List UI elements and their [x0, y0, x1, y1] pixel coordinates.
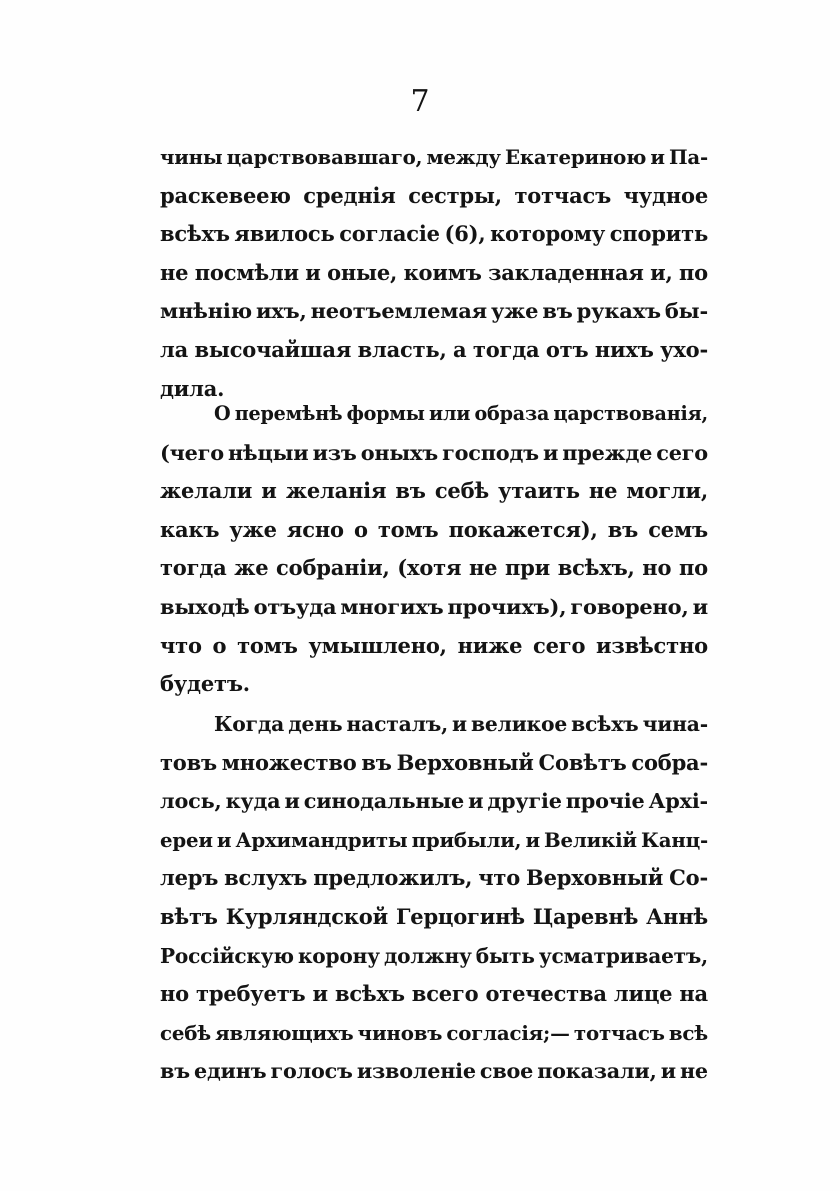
word: не	[468, 555, 498, 581]
word: въ	[607, 516, 639, 542]
word: власть,	[357, 336, 447, 362]
word: оныхъ	[360, 439, 438, 465]
word: уже	[229, 516, 277, 542]
word: выходѣ	[160, 593, 250, 619]
word: уже	[490, 298, 539, 324]
word: лице	[613, 981, 673, 1007]
word: собра-	[631, 749, 708, 775]
word: рукахъ	[576, 298, 661, 324]
word: Па-	[668, 145, 708, 169]
word: которому	[490, 221, 606, 247]
word: куда	[225, 788, 281, 814]
paragraph-3	[160, 705, 708, 1091]
word: и	[542, 439, 559, 465]
word: являющихъ	[215, 1020, 354, 1045]
word: а	[453, 336, 467, 362]
word: прежде	[562, 439, 653, 465]
word: ихъ,	[255, 298, 307, 324]
word: себѣ	[160, 1020, 211, 1045]
word: ниже	[457, 632, 523, 658]
text-line	[160, 292, 708, 331]
text-line	[160, 1052, 708, 1091]
word: голосъ	[270, 1059, 353, 1084]
word: свое	[479, 1059, 534, 1084]
paragraph-1	[160, 138, 708, 408]
word: семъ	[648, 516, 708, 542]
word: Архимандриты	[235, 827, 408, 852]
word: прочихъ),	[447, 593, 567, 619]
word: тотчасъ	[573, 1020, 665, 1045]
word: царствовавшаго,	[226, 145, 423, 169]
word: отечества	[485, 981, 607, 1007]
word: по	[678, 555, 708, 581]
word: нѣцыи	[228, 439, 309, 465]
word: чудное	[623, 182, 708, 208]
word: утаить	[498, 478, 580, 504]
word: посмѣли	[194, 259, 299, 285]
word: согласіе	[339, 221, 440, 247]
word: могли,	[626, 478, 708, 504]
text-line	[160, 511, 708, 550]
word: о	[353, 516, 368, 542]
word: собраніи,	[276, 555, 390, 581]
word: спорить	[609, 221, 708, 247]
word: Верховный	[526, 865, 664, 891]
word: между	[426, 145, 501, 169]
text-line	[160, 744, 708, 783]
text-line	[160, 821, 708, 860]
word: вѣтъ	[160, 903, 218, 929]
word: всѣхъ,	[557, 555, 635, 581]
word: что	[160, 632, 202, 658]
word: всего	[411, 981, 479, 1007]
text-line: дила.	[160, 375, 225, 401]
word: Россійскую	[160, 943, 294, 968]
word: великое	[470, 712, 568, 736]
word: желали	[160, 478, 253, 504]
word: и	[312, 981, 328, 1007]
word: насталъ,	[346, 712, 448, 736]
word: среднія	[303, 182, 396, 208]
word: чины	[160, 145, 223, 169]
word: чиновъ	[357, 1020, 443, 1045]
text-line	[160, 782, 708, 821]
word: множество	[221, 749, 357, 775]
word: корону	[297, 943, 380, 968]
word: по	[678, 259, 708, 285]
word: тотчасъ	[514, 182, 611, 208]
word: отъуда	[253, 593, 337, 619]
word: же	[234, 555, 269, 581]
word: оные,	[327, 259, 398, 285]
word: высочайшая	[194, 336, 352, 362]
word: раскевеею	[160, 182, 291, 208]
word: сестры,	[408, 182, 502, 208]
word: себѣ	[434, 478, 489, 504]
word: неотъемлемая	[310, 298, 487, 324]
word: не	[160, 259, 189, 285]
word: и	[660, 1059, 676, 1084]
word: единъ	[193, 1059, 267, 1084]
word: требуетъ	[196, 981, 306, 1007]
word: и	[216, 827, 232, 852]
word: Когда	[214, 712, 285, 736]
word: бы-	[664, 298, 708, 324]
word: прибыли,	[411, 827, 522, 852]
word: предложилъ,	[313, 865, 473, 891]
word: Архі-	[648, 788, 708, 814]
word: Аннѣ	[646, 903, 708, 929]
word: и	[650, 145, 665, 169]
word: царствованія,	[553, 402, 708, 425]
word: о	[212, 632, 227, 658]
word: не	[588, 478, 618, 504]
text-line	[160, 215, 708, 254]
word: ухо-	[660, 336, 708, 362]
text-line	[160, 627, 708, 666]
word: покажется),	[448, 516, 598, 542]
word: вслухъ	[224, 865, 308, 891]
paragraph-2	[160, 395, 708, 704]
word: быть	[475, 943, 535, 968]
word: мнѣнію	[160, 298, 252, 324]
word: тогда	[160, 555, 227, 581]
word: синодальные	[303, 788, 465, 814]
word: и	[525, 827, 540, 852]
word: и	[452, 712, 467, 736]
text-line	[160, 859, 708, 898]
word: и	[305, 259, 321, 285]
word: ясно	[286, 516, 344, 542]
word: изъ	[312, 439, 357, 465]
word: господъ	[442, 439, 539, 465]
word: но	[642, 555, 672, 581]
text-line	[160, 898, 708, 937]
word: Верховный	[396, 749, 534, 775]
word: всѣ	[668, 1020, 708, 1045]
word: показали,	[537, 1059, 657, 1084]
word: формы	[346, 402, 425, 425]
word: (6),	[444, 221, 486, 247]
word: въ	[395, 478, 426, 504]
text-line: будетъ.	[160, 671, 250, 697]
text-line	[160, 177, 708, 216]
word: закладенная	[488, 259, 644, 285]
word: Совѣтъ	[538, 749, 627, 775]
word: Царевнѣ	[532, 903, 639, 929]
text-line	[160, 937, 708, 976]
word: не	[679, 1059, 708, 1084]
word: и	[284, 788, 300, 814]
word: перемѣнѣ	[234, 402, 343, 425]
word: и	[468, 788, 484, 814]
page-number: 7	[410, 84, 430, 119]
word: сего	[533, 632, 586, 658]
word: сего	[656, 439, 708, 465]
text-line	[160, 331, 708, 370]
text-line	[160, 254, 708, 293]
word: въ	[361, 749, 392, 775]
word: Курляндской	[225, 903, 388, 929]
word: должну	[383, 943, 472, 968]
text-line	[160, 588, 708, 627]
word: явилось	[234, 221, 335, 247]
word: день	[288, 712, 343, 736]
word: въ	[542, 298, 573, 324]
word: говорено,	[570, 593, 689, 619]
word: образа	[474, 402, 550, 425]
word: прочіе	[565, 788, 645, 814]
word: всѣхъ	[160, 221, 230, 247]
word: томъ	[237, 632, 298, 658]
word: О	[214, 402, 231, 425]
word: усматриваетъ,	[538, 943, 708, 968]
word: желанія	[285, 478, 387, 504]
word: согласія;—	[446, 1020, 570, 1045]
word: и	[261, 478, 277, 504]
word: Канц-	[640, 827, 708, 852]
word: Великій	[544, 827, 637, 852]
word: леръ	[160, 865, 219, 891]
text-line	[160, 472, 708, 511]
word: отъ	[545, 336, 589, 362]
word: или	[428, 402, 471, 425]
text-line	[160, 138, 708, 177]
word: и,	[650, 259, 673, 285]
word: Екатериною	[505, 145, 647, 169]
word: (чего	[160, 439, 224, 465]
word: коимъ	[403, 259, 482, 285]
word: и	[692, 593, 708, 619]
text-line	[160, 975, 708, 1014]
text-line	[160, 434, 708, 473]
word: ла	[160, 336, 189, 362]
word: при	[504, 555, 551, 581]
word: томъ	[377, 516, 439, 542]
text-line	[160, 1014, 708, 1053]
word: товъ	[160, 749, 217, 775]
word: всѣхъ	[334, 981, 405, 1007]
word: въ	[160, 1059, 190, 1084]
word: ереи	[160, 827, 213, 852]
word: (хотя	[397, 555, 462, 581]
word: нихъ	[594, 336, 654, 362]
word: многихъ	[340, 593, 444, 619]
word: умышлено,	[308, 632, 447, 658]
word: но	[160, 981, 189, 1007]
word: на	[679, 981, 708, 1007]
word: другіе	[487, 788, 562, 814]
word: что	[478, 865, 521, 891]
word: лось,	[160, 788, 222, 814]
word: тогда	[472, 336, 540, 362]
word: Герцогинѣ	[395, 903, 525, 929]
word: чина-	[642, 712, 708, 736]
word: всѣхъ	[571, 712, 639, 736]
text-line	[160, 705, 708, 744]
word: какъ	[160, 516, 220, 542]
text-line	[160, 549, 708, 588]
word: изволеніе	[356, 1059, 476, 1084]
word: Со-	[669, 865, 708, 891]
text-line	[160, 395, 708, 434]
word: извѣстно	[596, 632, 708, 658]
